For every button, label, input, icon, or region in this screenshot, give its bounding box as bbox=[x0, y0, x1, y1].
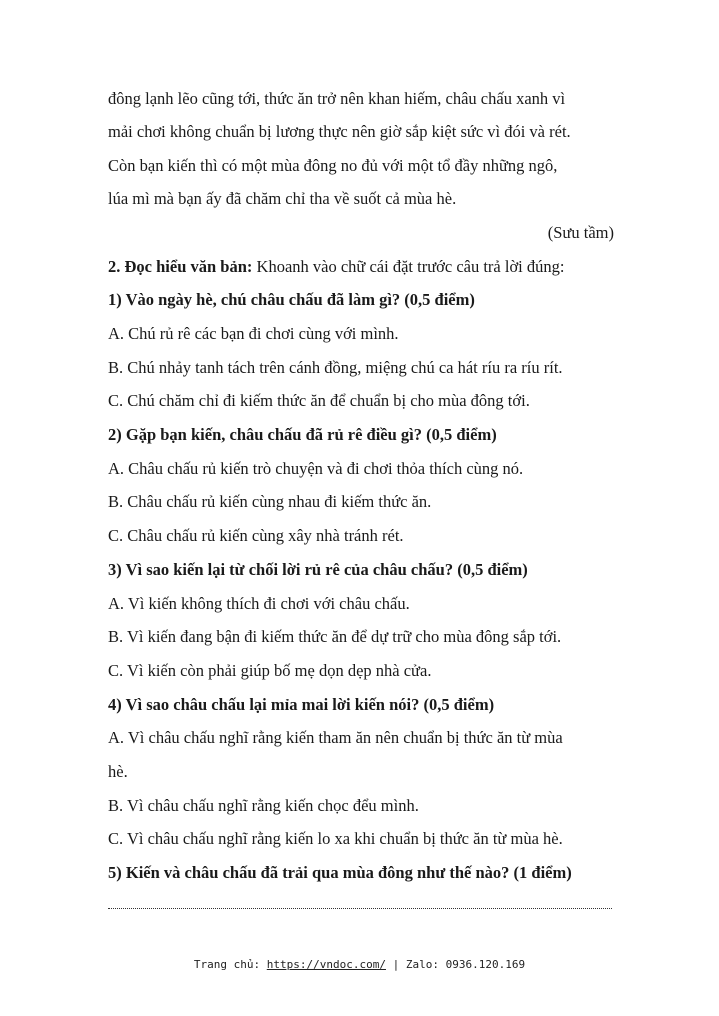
answer-option: C. Vì kiến còn phải giúp bố mẹ dọn dẹp nhà cửa. bbox=[108, 661, 432, 680]
question-title: 4) Vì sao châu chấu lại mỉa mai lời kiến nói? (0,5 điểm) bbox=[108, 695, 495, 714]
section-heading bbox=[108, 256, 614, 278]
passage-line: mải chơi không chuẩn bị lương thực nên giờ sắp kiệt sức vì đói và rét. bbox=[108, 122, 571, 141]
footer-zalo-label: Zalo: bbox=[405, 958, 446, 971]
answer-option: B. Chú nhảy tanh tách trên cánh đồng, miệng chú ca hát ríu ra ríu rít. bbox=[108, 358, 563, 377]
passage-line: Còn bạn kiến thì có một mùa đông no đủ với một tổ đầy những ngô, bbox=[108, 156, 558, 175]
answer-option: B. Vì châu chấu nghĩ rằng kiến chọc đểu mình. bbox=[108, 796, 419, 815]
answer-option: B. Vì kiến đang bận đi kiếm thức ăn để dự trữ cho mùa đông sắp tới. bbox=[108, 627, 562, 646]
footer-home-label: Trang chủ: bbox=[193, 958, 267, 971]
answer-option: B. Châu chấu rủ kiến cùng nhau đi kiếm thức ăn. bbox=[108, 492, 432, 511]
question-title: 2) Gặp bạn kiến, châu chấu đã rủ rê điều gì? (0,5 điểm) bbox=[108, 425, 497, 444]
answer-option: A. Vì châu chấu nghĩ rằng kiến tham ăn nên chuẩn bị thức ăn từ mùa bbox=[108, 728, 563, 747]
answer-option: C. Vì châu chấu nghĩ rằng kiến lo xa khi chuẩn bị thức ăn từ mùa hè. bbox=[108, 829, 563, 848]
answer-option: C. Chú chăm chỉ đi kiếm thức ăn để chuẩn bị cho mùa đông tới. bbox=[108, 391, 530, 410]
question-title: 1) Vào ngày hè, chú châu chấu đã làm gì? (0,5 điểm) bbox=[108, 290, 475, 309]
footer-zalo-number: 0936.120.169 bbox=[445, 958, 526, 971]
answer-option-continued: hè. bbox=[108, 762, 128, 781]
section-heading-instruction: Khoanh vào chữ cái đặt trước câu trả lời đúng: bbox=[252, 257, 565, 276]
answer-option: A. Vì kiến không thích đi chơi với châu chấu. bbox=[108, 594, 410, 613]
footer-home-link[interactable]: https://vndoc.com/ bbox=[266, 958, 386, 971]
page-footer bbox=[0, 958, 719, 971]
question-title: 5) Kiến và châu chấu đã trải qua mùa đông như thế nào? (1 điểm) bbox=[108, 863, 572, 882]
answer-option: A. Châu chấu rủ kiến trò chuyện và đi chơi thỏa thích cùng nó. bbox=[108, 459, 524, 478]
passage-line: lúa mì mà bạn ấy đã chăm chỉ tha về suốt cả mùa hè. bbox=[108, 189, 457, 208]
section-heading-label: 2. Đọc hiểu văn bản: bbox=[108, 257, 253, 276]
footer-separator: | bbox=[385, 958, 406, 971]
passage-source: (Sưu tầm) bbox=[547, 223, 614, 242]
answer-blank-dotted-line bbox=[108, 906, 612, 909]
answer-option: C. Châu chấu rủ kiến cùng xây nhà tránh rét. bbox=[108, 526, 404, 545]
passage-line: đông lạnh lẽo cũng tới, thức ăn trở nên khan hiếm, châu chấu xanh vì bbox=[108, 89, 566, 108]
question-title: 3) Vì sao kiến lại từ chối lời rủ rê của châu chấu? (0,5 điểm) bbox=[108, 560, 528, 579]
answer-option: A. Chú rủ rê các bạn đi chơi cùng với mình. bbox=[108, 324, 399, 343]
